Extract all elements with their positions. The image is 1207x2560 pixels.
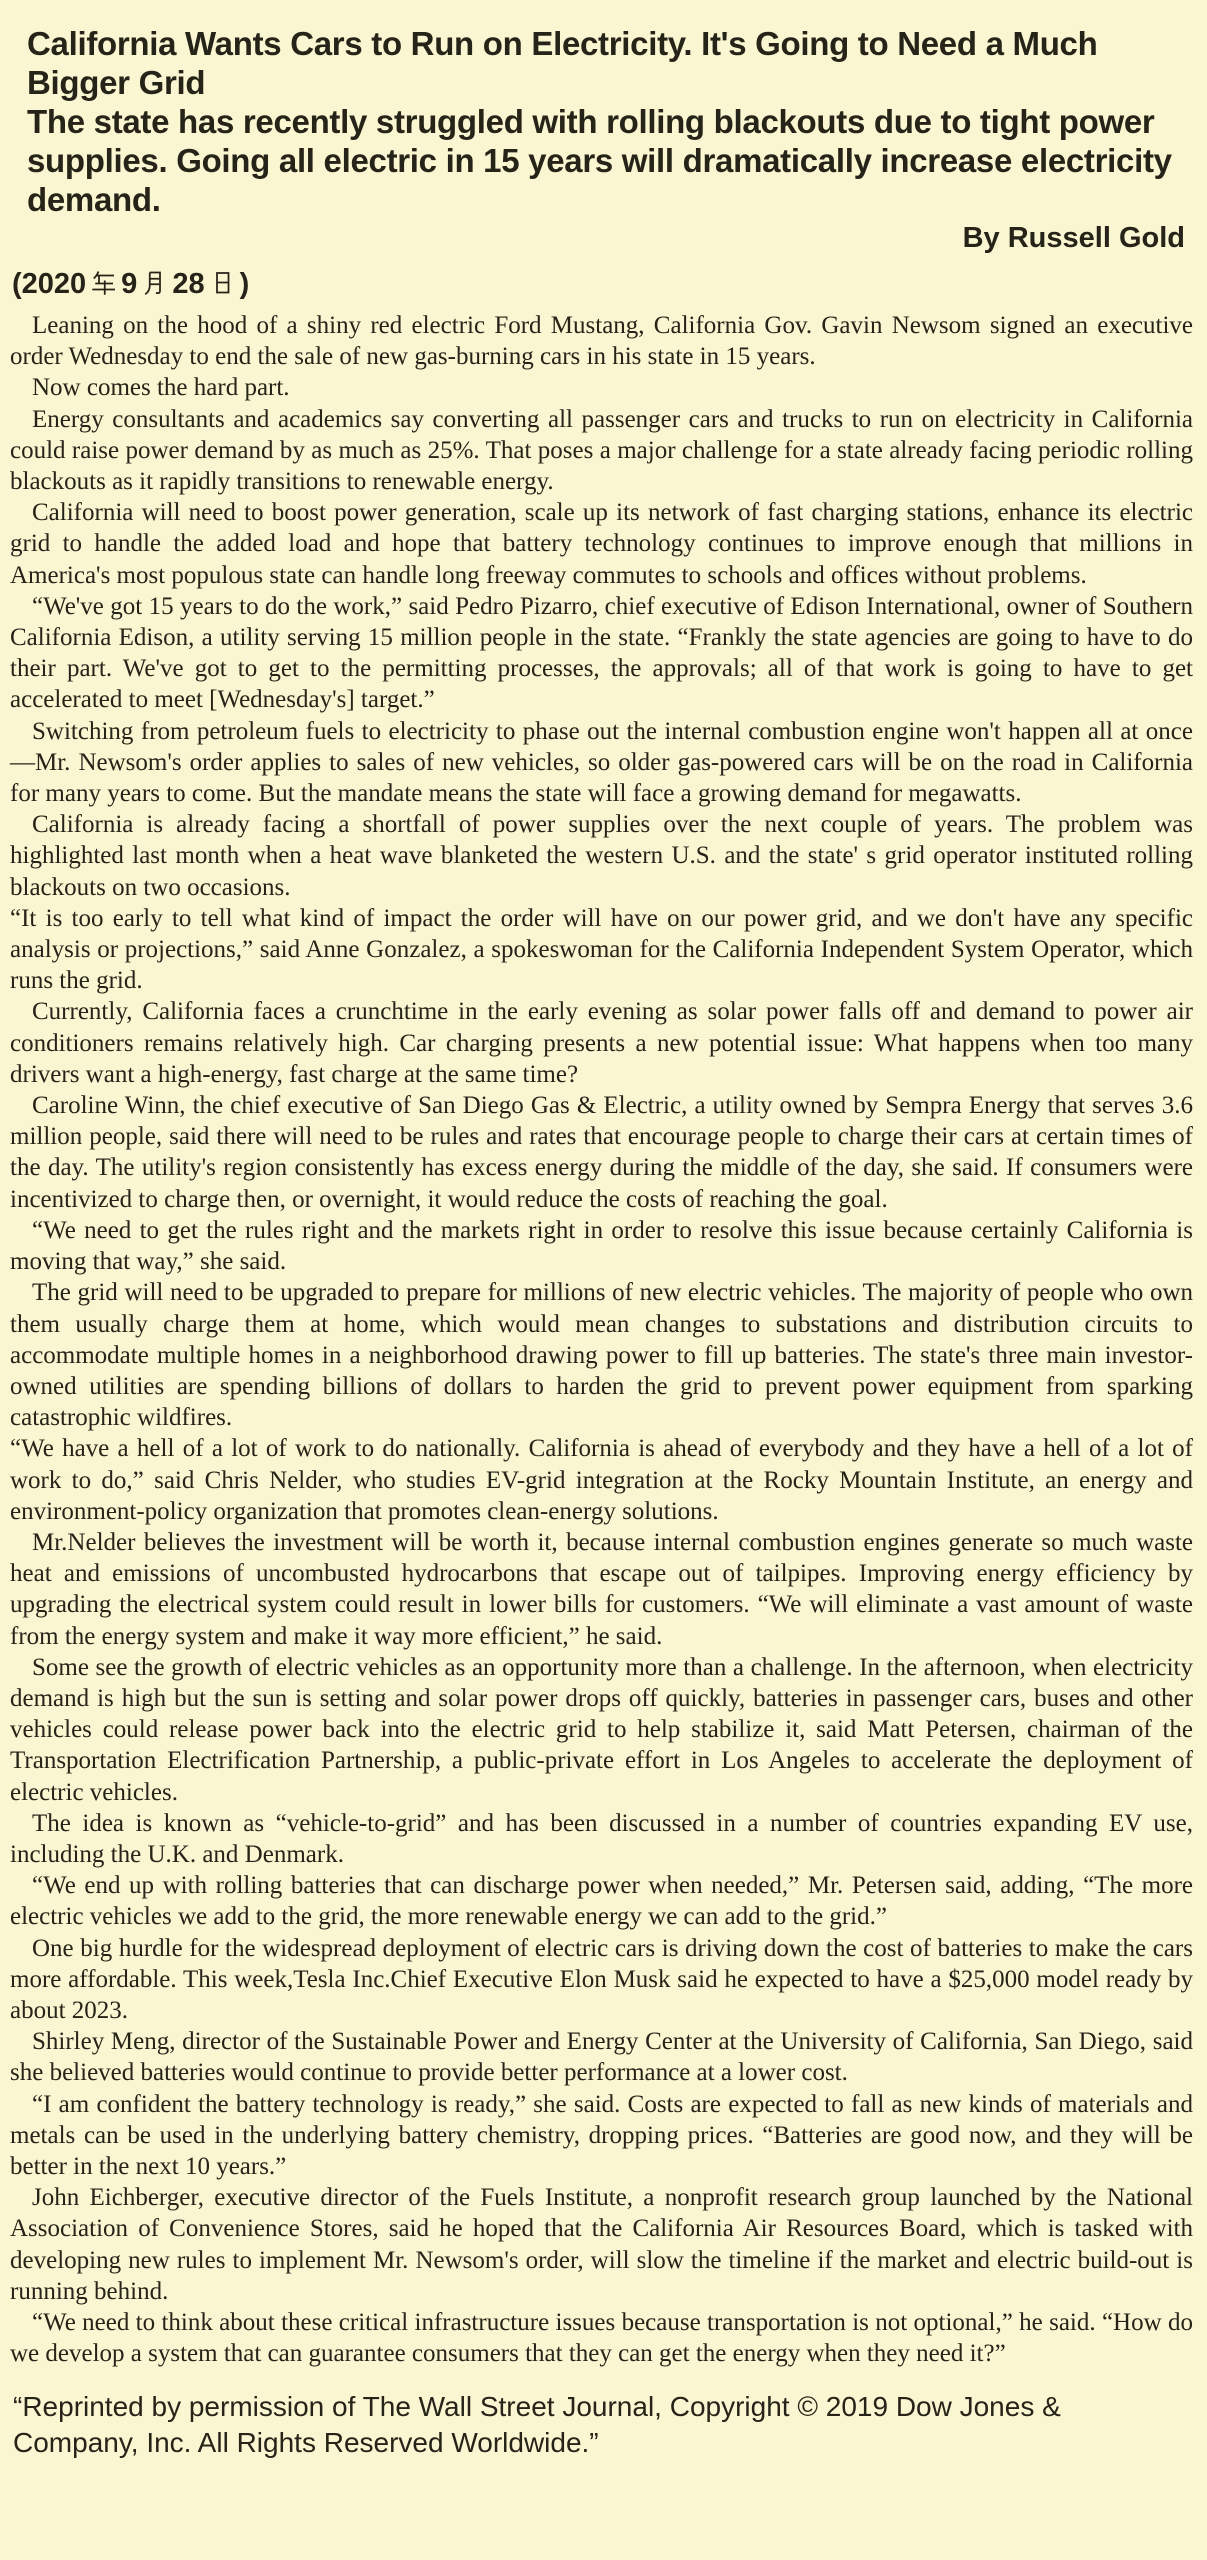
paragraph: One big hurdle for the widespread deployment of electric cars is driving down the cost of batteries to make the cars more affordable. This week,Tesla Inc.Chief Executive Elon Musk said he expected to have a $25,000 model ready by about 2023. <box>10 1934 1193 2024</box>
paragraph: Now comes the hard part. <box>32 374 290 402</box>
article-subtitle: The state has recently struggled with rolling blackouts due to tight power supplies. Going all electric in 15 years will dramatically increase electricity demand. <box>27 103 1172 218</box>
date-prefix: (2020 <box>12 268 87 300</box>
paragraph: Switching from petroleum fuels to electricity to phase out the internal combustion engine won't happen all at once—Mr. Newsom's order applies to sales of new vehicles, so older gas-powered cars will be on the road in California for many years to come. But the mandate means the state will face a growing demand for megawatts. <box>10 717 1193 808</box>
paragraph: Caroline Winn, the chief executive of San Diego Gas & Electric, a utility owned by Sempra Energy that serves 3.6 million people, said there will need to be rules and rates that encourage people to charge their cars at certain times of the day. The utility's region consistently has excess energy during the middle of the day, she said. If consumers were incentivized to charge then, or overnight, it would reduce the costs of reaching the goal. <box>10 1092 1193 1213</box>
paragraph: “I am confident the battery technology is ready,” she said. Costs are expected to fall as new kinds of materials and metals can be used in the underlying battery chemistry, dropping prices. “Batteries are good now, and they will be better in the next 10 years.” <box>10 2090 1193 2180</box>
byline: By Russell Gold <box>962 222 1185 254</box>
paragraph: Shirley Meng, director of the Sustainable Power and Energy Center at the University of California, San Diego, said she believed batteries would continue to provide better performance at a lower cost. <box>10 2028 1193 2087</box>
paragraph: “We need to get the rules right and the markets right in order to resolve this issue because certainly California is moving that way,” she said. <box>10 1216 1193 1276</box>
paragraph: Leaning on the hood of a shiny red electric Ford Mustang, California Gov. Gavin Newsom signed an executive order Wednesday to end the sale of new gas-burning cars in his state in 15 years. <box>10 312 1193 371</box>
paragraph: California is already facing a shortfall of power supplies over the next couple of years. The problem was highlighted last month when a heat wave blanketed the western U.S. and the state' s grid operator instituted rolling blackouts on two occasions. <box>10 811 1193 901</box>
date-month-number: 9 <box>121 268 138 300</box>
kanji-month-icon <box>142 270 167 295</box>
paragraph: “We've got 15 years to do the work,” said Pedro Pizarro, chief executive of Edison International, owner of Southern California Edison, a utility serving 15 million people in the state. “Frankly the state agencies are going to have to do their part. We've got to get to the permitting processes, the approvals; all of that work is going to have to get accelerated to meet [Wednesday's] target.” <box>10 592 1193 714</box>
paragraph: The idea is known as “vehicle-to-grid” and has been discussed in a number of countries expanding EV use, including the U.K. and Denmark. <box>10 1809 1193 1868</box>
paragraph: John Eichberger, executive director of the Fuels Institute, a nonprofit research group launched by the National Association of Convenience Stores, said he hoped that the California Air Resources Board, which is tasked with developing new rules to implement Mr. Newsom's order, will slow the timeline if the market and electric build-out is running behind. <box>10 2184 1193 2305</box>
dateline <box>12 267 1193 301</box>
article-header <box>10 24 1193 301</box>
kanji-day-icon <box>210 270 235 295</box>
paragraph: Some see the growth of electric vehicles as an opportunity more than a challenge. In the afternoon, when electricity demand is high but the sun is setting and solar power drops off quickly, batteries in passenger cars, buses and other vehicles could release power back into the electric grid to help stabilize it, said Matt Petersen, chairman of the Transportation Electrification Partnership, a public-private effort in Los Angeles to accelerate the deployment of electric vehicles. <box>10 1653 1193 1806</box>
paragraph: Mr.Nelder believes the investment will be worth it, because internal combustion engines generate so much waste heat and emissions of uncombusted hydrocarbons that escape out of tailpipes. Improving energy efficiency by upgrading the electrical system could result in lower bills for customers. “We will eliminate a vast amount of waste from the energy system and make it way more efficient,” he said. <box>10 1528 1193 1650</box>
kanji-year-icon <box>91 270 116 295</box>
date-suffix: ) <box>239 268 250 300</box>
copyright-notice: “Reprinted by permission of The Wall Street Journal, Copyright © 2019 Dow Jones & Company, Inc. All Rights Reserved Worldwide.” <box>13 2391 1061 2459</box>
paragraph: “It is too early to tell what kind of impact the order will have on our power grid, and we don't have any specific analysis or projections,” said Anne Gonzalez, a spokeswoman for the California Independent System Operator, which runs the grid. <box>10 904 1193 995</box>
paragraph: Currently, California faces a crunchtime in the early evening as solar power falls off and demand to power air conditioners remains relatively high. Car charging presents a new potential issue: What happens when too many drivers want a high-energy, fast charge at the same time? <box>10 998 1193 1088</box>
paragraph: Energy consultants and academics say converting all passenger cars and trucks to run on electricity in California could raise power demand by as much as 25%. That poses a major challenge for a state already facing periodic rolling blackouts as it rapidly transitions to renewable energy. <box>10 405 1193 496</box>
article-title: California Wants Cars to Run on Electricity. It's Going to Need a Much Bigger Grid <box>27 25 1098 101</box>
paragraph: “We end up with rolling batteries that can discharge power when needed,” Mr. Petersen said, adding, “The more electric vehicles we add to the grid, the more renewable energy we can add to the grid.” <box>10 1872 1193 1931</box>
article-body <box>10 310 1193 2369</box>
paragraph: “We have a hell of a lot of work to do nationally. California is ahead of everybody and they have a hell of a lot of work to do,” said Chris Nelder, who studies EV-grid integration at the Rocky Mountain Institute, an energy and environment-policy organization that promotes clean-energy solutions. <box>10 1435 1193 1525</box>
date-day-number: 28 <box>172 268 205 300</box>
paragraph: The grid will need to be upgraded to prepare for millions of new electric vehicles. The majority of people who own them usually charge them at home, which would mean changes to substations and distribution circuits to accommodate multiple homes in a neighborhood drawing power to fill up batteries. The state's three main investor-owned utilities are spending billions of dollars to harden the grid to prevent power equipment from sparking catastrophic wildfires. <box>10 1279 1193 1432</box>
paragraph: “We need to think about these critical infrastructure issues because transportation is not optional,” he said. “How do we develop a system that can guarantee consumers that they can get the energy when they need it?” <box>10 2309 1193 2368</box>
paragraph: California will need to boost power generation, scale up its network of fast charging stations, enhance its electric grid to handle the added load and hope that battery technology continues to improve enough that millions in America's most populous state can handle long freeway commutes to schools and offices without problems. <box>10 499 1193 589</box>
